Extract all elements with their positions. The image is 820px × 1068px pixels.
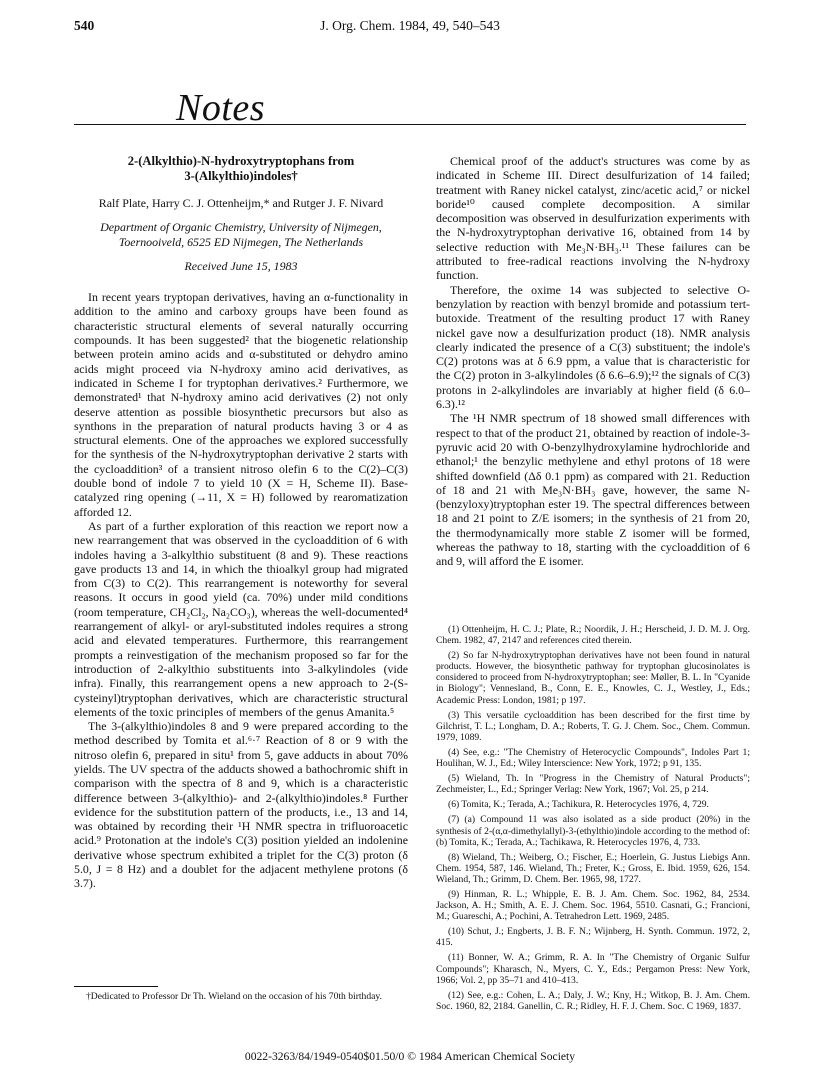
right-column — [436, 154, 750, 569]
reference-item: (2) So far N-hydroxytryptophan derivatives have not been found in natural products. However, the biosynthetic pathway for tryptophan glucosinolates is considered to proceed from N-hydroxytryptophan; see: Møller, B. L. In "Cyanide in Biology"; Vennesland, B., Conn, E. E., Knowles, C. J., Westley, J., Eds.; Academic Press: London, 1981; p 197. — [436, 650, 750, 706]
reference-item: (5) Wieland, Th. In "Progress in the Chemistry of Natural Products"; Zechmeister, L., Ed.; Springer Verlag: New York, 1967; Vol. 25, p 214. — [436, 773, 750, 796]
reference-item: (8) Wieland, Th.; Weiberg, O.; Fischer, E.; Hoerlein, G. Justus Liebigs Ann. Chem. 1954, 587, 146. Wieland, Th.; Freter, K.; Gross, E. Ibid. 1959, 626, 154. Wieland, Th.; Grimm, D. Chem. Ber. 1965, 98, 1727. — [436, 851, 750, 885]
body-paragraph: In recent years tryptopan derivatives, having an α-functionality in addition to the amino and carboxy groups have been found as characteristic structural elements of several naturally occurring compounds. It has been suggested² that the biogenetic relationship between protein amino acids and α-substituted or dehydro amino acids might proceed via N-hydroxy amino acid derivatives, as indicated in Scheme I for tryptophan derivatives.² Furthermore, we demonstrated¹ that N-hydroxy amino acid derivatives (2) not only deserve attention as possible biosynthetic precursors but also as synthons in the preparation of natural products having 3 or 4 as structural elements. One of the approaches we explored successfully for the synthesis of the N-hydroxytryptophan derivative 2 starts with the cycloaddition³ of a transient nitroso olefin 6 to the C(2)–C(3) double bond of indole 7 to yield 10 (X = H, Scheme II). Base-catalyzed ring opening (→11, X = H) followed by rearomatization afforded 12. — [74, 290, 408, 519]
body-paragraph: Chemical proof of the adduct's structures was come by as indicated in Scheme III. Direct desulfurization of 14 failed; treatment with Raney nickel catalyst, zinc/acetic acid,⁷ or nickel boride¹⁰ caused complete decomposition. A similar decomposition was observed in desulfurization experiments with the N-hydroxytryptophan derivative 16, obtained from 14 by selective reduction with Me₃N·BH₃.¹¹ These failures can be attributed to free-radical reactions involving the N-hydroxy function. — [436, 154, 750, 283]
reference-item: (11) Bonner, W. A.; Grimm, R. A. In "The Chemistry of Organic Sulfur Compounds"; Kharasch, N., Myers, C. Y., Eds.; Pergamon Press: New York, 1966; Vol. 2, pp 35–71 and 410–413. — [436, 952, 750, 986]
body-paragraph: As part of a further exploration of this reaction we report now a new rearrangement that was observed in the cycloaddition of 6 with indoles having a 3-alkylthio substituent (8 and 9). These reactions gave products 13 and 14, in which the thioalkyl group had migrated from C(3) to C(2). This rearrangement is noteworthy for several reasons. It occurs in good yield (ca. 70%) under mild conditions (room temperature, CH₂Cl₂, Na₂CO₃), whereas the well-documented⁴ rearrangement of alkyl- or aryl-substituted indoles requires a strong acid and elevated temperatures. Furthermore, this rearrangement prompts a reinvestigation of the mechanism proposed so far for the introduction of 2-alkylthio substituents into 3-alkylindoles (vide infra). Finally, this rearrangement opens a new approach to 2-(S-cysteinyl)tryptophan derivatives, which are characteristic structural elements of the toxic principles of members of the genus Amanita.⁵ — [74, 518, 408, 719]
running-header — [74, 18, 746, 38]
article-title-line-2: 3-(Alkylthio)indoles† — [184, 169, 298, 183]
reference-item: (3) This versatile cycloaddition has been described for the first time by Gilchrist, T. L.; Longham, D. A.; Roberts, T. G. J. Chem. Soc., Chem. Commun. 1979, 1089. — [436, 709, 750, 743]
article-title-line-1: 2-(Alkylthio)-N-hydroxytryptophans from — [127, 154, 355, 168]
reference-item: (1) Ottenheijm, H. C. J.; Plate, R.; Noordik, J. H.; Herscheid, J. D. M. J. Org. Chem. 1982, 47, 2147 and references cited therein. — [436, 624, 750, 647]
section-title: Notes — [176, 87, 266, 129]
reference-list — [436, 624, 750, 1016]
header-rule — [74, 124, 746, 125]
reference-item: (9) Hinman, R. L.; Whipple, E. B. J. Am. Chem. Soc. 1962, 84, 2534. Jackson, A. H.; Smith, A. E. J. Chem. Soc. 1964, 5510. Casnati, G.; Francioni, M.; Guareschi, A.; Pochini, A. Tetrahedron Lett. 1969, 2485. — [436, 888, 750, 923]
body-paragraph: The ¹H NMR spectrum of 18 showed small differences with respect to that of the product 21, obtained by reaction of indole-3-pyruvic acid 20 with O-benzylhydroxylamine hydrochloride and ethanol;¹ the benzylic methylene and ethyl protons of 18 were shifted downfield (Δδ 0.1 ppm) as compared with 21. Reduction of 18 and 21 with Me₃N·BH₃ gave, however, the same N-(benzyloxy)tryptophan ester 19. The spectral differences between 18 and 21 point to Z/E isomers; in the synthesis of 21 from 20, the thermodynamically more stable Z isomer will be formed, whereas the pathway to 18, starting with the cycloaddition of 6 and 9, will afford the E isomer. — [436, 411, 750, 569]
copyright-line: 0022-3263/84/1949-0540$01.50/0 © 1984 American Chemical Society — [244, 1050, 576, 1063]
dedication-footnote: †Dedicated to Professor Dr Th. Wieland on the occasion of his 70th birthday. — [86, 991, 382, 1002]
journal-citation: J. Org. Chem. 1984, 49, 540–543 — [320, 18, 500, 33]
footnote-rule — [74, 986, 158, 987]
body-paragraph: Therefore, the oxime 14 was subjected to selective O-benzylation by reaction with benzyl bromide and potassium tert-butoxide. Treatment of the resulting product 17 with Raney nickel gave now a desulfurization product (18). NMR analysis clearly indicated the presence of a C(3) substituent; the indole's C(2) protons was at δ 6.9 ppm, a value that is characteristic for the C(2) proton in 3-alkylindoles (δ 6.6–6.9);¹² the signals of C(3) protons in 2-alkylindoles are invariably at higher field (δ 6.0–6.3).¹² — [436, 282, 750, 412]
reference-item: (4) See, e.g.: "The Chemistry of Heterocyclic Compounds", Indoles Part 1; Houlihan, W. J., Ed.; Wiley Interscience: New York, 1972; p 91, 135. — [436, 746, 750, 770]
author-list: Ralf Plate, Harry C. J. Ottenheijm,* and Rutger J. F. Nivard — [98, 196, 384, 210]
page-number: 540 — [74, 18, 95, 33]
reference-item: (7) (a) Compound 11 was also isolated as a side product (20%) in the synthesis of 2-(α,α-dimethylallyl)-3-(ethylthio)indole according to the method of: (b) Tomita, K.; Terada, A.; Tachikawa, R. Heterocycles 1976, 4, 733. — [436, 814, 750, 848]
article-title — [74, 154, 408, 184]
reference-item: (12) See, e.g.: Cohen, L. A.; Daly, J. W.; Kny, H.; Witkop, B. J. Am. Chem. Soc. 1960, 82, 2184. Ganellin, C. R.; Ridley, H. F. J. Chem. Soc. C 1969, 1837. — [436, 989, 750, 1012]
body-paragraph: The 3-(alkylthio)indoles 8 and 9 were prepared according to the method described by Tomita et al.⁶·⁷ Reaction of 8 or 9 with the nitroso olefin 6, prepared in situ¹ from 5, gave adducts in about 70% yields. The UV spectra of the adducts showed a bathochromic shift in comparison with the spectra of 8 and 9, which is a characteristic difference between 3-(alkylthio)- and 2-(alkylthio)indoles.⁸ Further evidence for the substitution pattern of the products, i.e., 13 and 14, was obtained by recording their ¹H NMR spectra in trifluoroacetic acid.⁹ Protonation at the indole's C(3) position yielded an indolenine derivative whose spectrum exhibited a triplet for the C(3) proton (δ 5.0, J = 8 Hz) and a doublet for the adjacent methylene protons (δ 3.7). — [74, 719, 408, 891]
received-date: Received June 15, 1983 — [184, 258, 298, 273]
reference-item: (6) Tomita, K.; Terada, A.; Tachikura, R. Heterocycles 1976, 4, 729. — [448, 799, 709, 811]
affiliation: Department of Organic Chemistry, University of Nijmegen, Toernooiveld, 6525 ED Nijmegen, The Netherlands — [100, 220, 382, 249]
left-column — [74, 154, 408, 891]
reference-item: (10) Schut, J.; Engberts, J. B. F. N.; Wijnberg, H. Synth. Commun. 1972, 2, 415. — [436, 926, 750, 949]
